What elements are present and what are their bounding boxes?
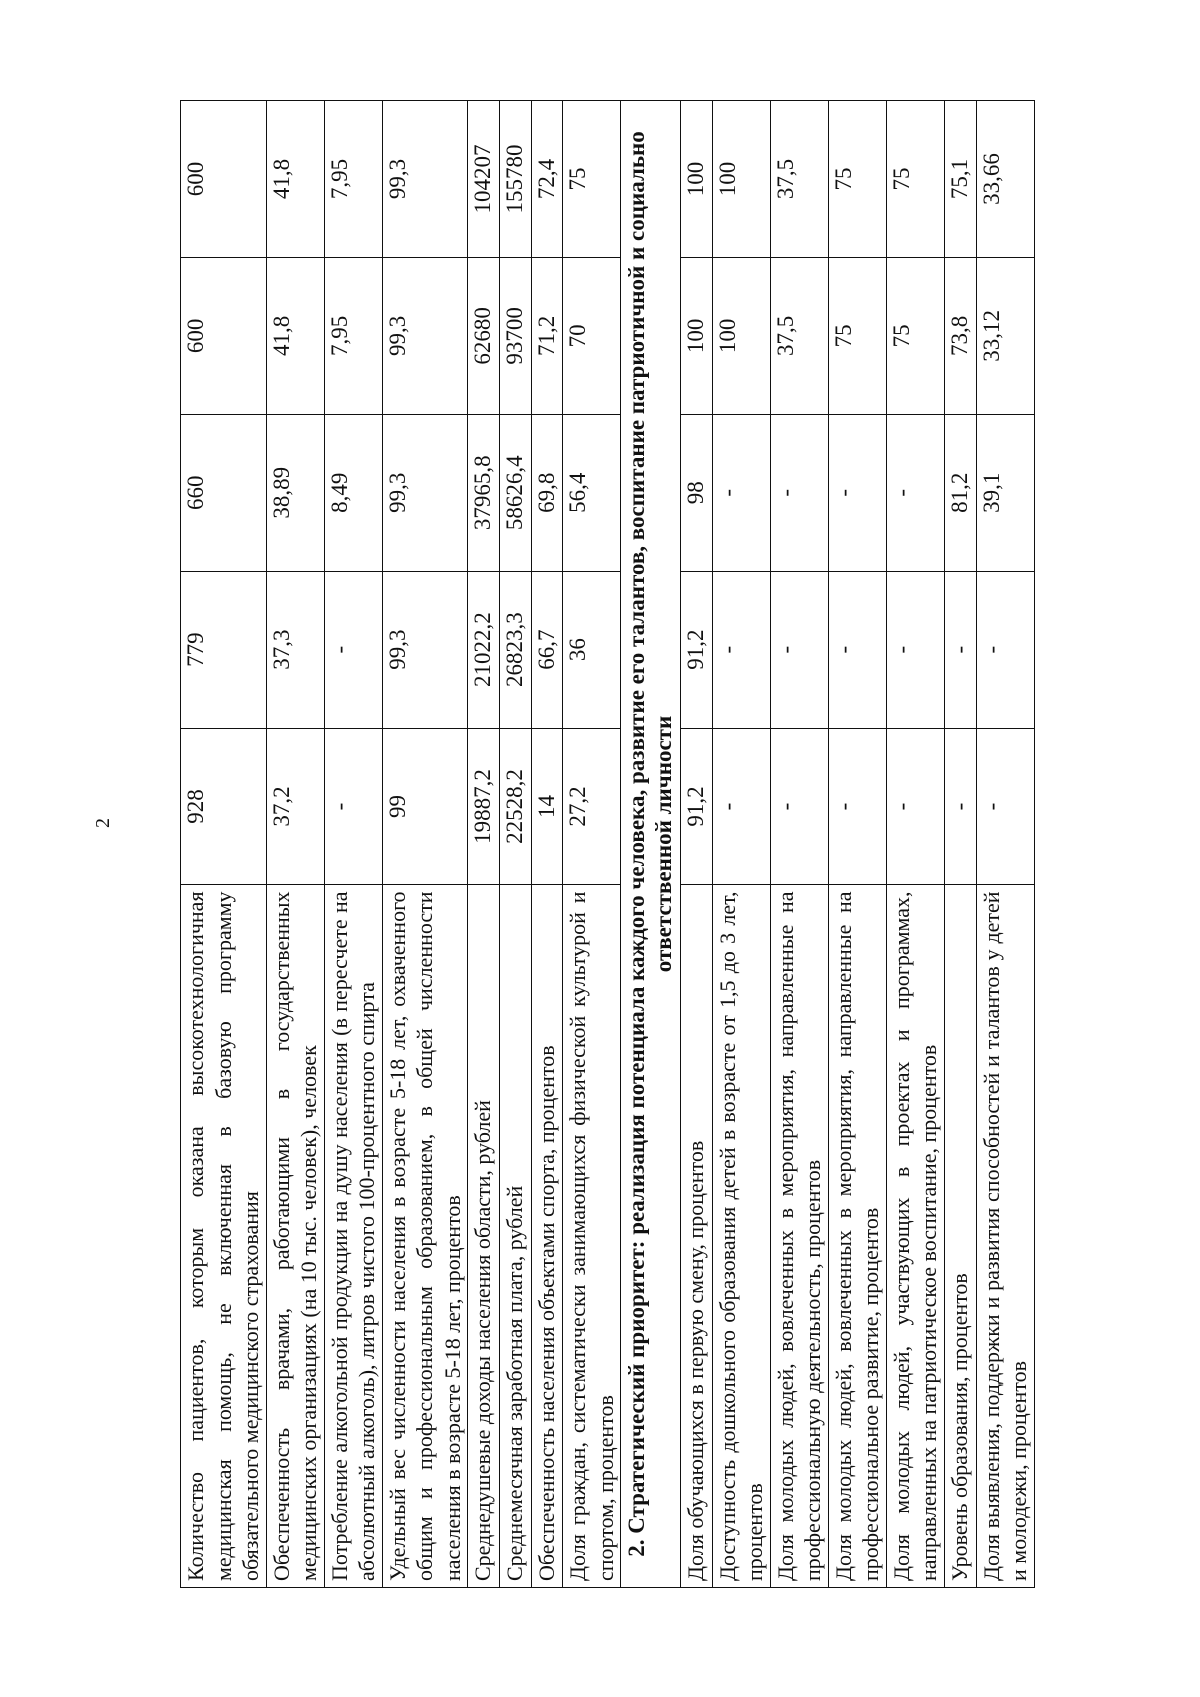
indicator-value: 7,95 (324, 257, 382, 414)
indicator-value: - (886, 728, 944, 885)
indicator-value: 38,89 (266, 414, 324, 571)
indicator-value: 100 (681, 101, 713, 258)
indicator-label: Доля выявления, поддержки и развития способностей и талантов у детей и молодежи, процентов (976, 885, 1034, 1588)
indicator-value: 36 (563, 571, 621, 728)
indicator-value: 81,2 (944, 414, 976, 571)
indicator-value: 928 (181, 728, 267, 885)
indicator-value: 70 (563, 257, 621, 414)
indicator-label: Доля граждан, систематически занимающихся физической культурой и спортом, процентов (563, 885, 621, 1588)
section-title: 2. Стратегический приоритет: реализация потенциала каждого человека, развитие его талантов, воспитание патриотичной и социально ответственной личности (621, 101, 681, 1588)
indicator-value: 27,2 (563, 728, 621, 885)
indicator-value: 37,5 (770, 101, 828, 258)
indicator-value: 600 (181, 257, 267, 414)
table-row (499, 101, 531, 1588)
indicator-value: 58626,4 (499, 414, 531, 571)
indicator-value: 37965,8 (468, 414, 500, 571)
indicator-value: 33,12 (976, 257, 1034, 414)
section-header-row (621, 101, 681, 1588)
indicator-label: Доля молодых людей, участвующих в проектах и программах, направленных на патриотическое воспитание, процентов (886, 885, 944, 1588)
table-row (266, 101, 324, 1588)
indicator-value: 66,7 (531, 571, 563, 728)
indicator-value: 21022,2 (468, 571, 500, 728)
indicator-value: - (944, 571, 976, 728)
table-row (770, 101, 828, 1588)
indicator-value: 72,4 (531, 101, 563, 258)
table-row (468, 101, 500, 1588)
indicator-value: 99,3 (382, 414, 468, 571)
indicator-value: - (712, 728, 770, 885)
indicator-value: - (828, 414, 886, 571)
indicator-value: 660 (181, 414, 267, 571)
indicator-value: 779 (181, 571, 267, 728)
indicator-value: 69,8 (531, 414, 563, 571)
rotated-table-container (180, 100, 1085, 1588)
indicator-value: - (828, 571, 886, 728)
table-body-part-a (181, 101, 621, 1588)
indicator-value: 93700 (499, 257, 531, 414)
table-row (712, 101, 770, 1588)
indicator-value: 75 (828, 101, 886, 258)
indicator-value: - (770, 728, 828, 885)
indicator-value: 99,3 (382, 571, 468, 728)
table-row (324, 101, 382, 1588)
table-row (944, 101, 976, 1588)
indicator-value: 22528,2 (499, 728, 531, 885)
indicator-value: 37,2 (266, 728, 324, 885)
table-row (976, 101, 1034, 1588)
indicator-value: - (712, 571, 770, 728)
indicator-label: Удельный вес численности населения в возрасте 5-18 лет, охваченного общим и профессиональным образованием, в общей численности населения в возрасте 5-18 лет, процентов (382, 885, 468, 1588)
indicator-value: 33,66 (976, 101, 1034, 258)
indicator-value: 56,4 (563, 414, 621, 571)
indicator-label: Доля молодых людей, вовлеченных в мероприятия, направленные на профессиональную деятельность, процентов (770, 885, 828, 1588)
indicator-value: 26823,3 (499, 571, 531, 728)
indicator-value: - (886, 571, 944, 728)
indicator-value: 99,3 (382, 101, 468, 258)
indicator-value: 99,3 (382, 257, 468, 414)
indicator-label: Потребление алкогольной продукции на душу населения (в пересчете на абсолютный алкоголь), литров чистого 100-процентного спирта (324, 885, 382, 1588)
indicator-value: 100 (681, 257, 713, 414)
indicator-value: 98 (681, 414, 713, 571)
indicator-label: Доля молодых людей, вовлеченных в мероприятия, направленные на профессиональное развитие, процентов (828, 885, 886, 1588)
indicator-value: 62680 (468, 257, 500, 414)
indicator-value: - (770, 571, 828, 728)
section-header-body (621, 101, 681, 1588)
indicator-value: - (976, 728, 1034, 885)
table-row (563, 101, 621, 1588)
indicator-value: 75 (828, 257, 886, 414)
indicator-value: 155780 (499, 101, 531, 258)
indicator-label: Доля обучающихся в первую смену, процентов (681, 885, 713, 1588)
indicator-value: - (712, 414, 770, 571)
table-row (681, 101, 713, 1588)
indicator-label: Среднедушевые доходы населения области, рублей (468, 885, 500, 1588)
page-number: 2 (92, 818, 114, 828)
indicator-value: 41,8 (266, 257, 324, 414)
indicator-value: 100 (712, 101, 770, 258)
indicator-value: 39,1 (976, 414, 1034, 571)
indicator-value: 99 (382, 728, 468, 885)
indicator-value: - (976, 571, 1034, 728)
table-row (828, 101, 886, 1588)
indicator-value: - (324, 728, 382, 885)
indicator-value: 73,8 (944, 257, 976, 414)
indicator-value: 19887,2 (468, 728, 500, 885)
indicator-value: 8,49 (324, 414, 382, 571)
indicator-value: - (886, 414, 944, 571)
indicator-value: 75 (886, 257, 944, 414)
indicator-value: 91,2 (681, 728, 713, 885)
indicator-value: 37,5 (770, 257, 828, 414)
indicator-label: Обеспеченность врачами, работающими в государственных медицинских организациях (на 10 тыс. человек), человек (266, 885, 324, 1588)
indicator-value: 37,3 (266, 571, 324, 728)
indicator-value: 75 (886, 101, 944, 258)
indicator-value: 600 (181, 101, 267, 258)
indicator-value: 14 (531, 728, 563, 885)
table-row (886, 101, 944, 1588)
indicator-label: Доступность дошкольного образования детей в возрасте от 1,5 до 3 лет, процентов (712, 885, 770, 1588)
indicator-value: 41,8 (266, 101, 324, 258)
indicator-value: 104207 (468, 101, 500, 258)
indicator-label: Среднемесячная заработная плата, рублей (499, 885, 531, 1588)
indicator-value: - (944, 728, 976, 885)
indicator-value: 75,1 (944, 101, 976, 258)
indicator-value: 100 (712, 257, 770, 414)
table-body-part-b (681, 101, 1035, 1588)
indicator-value: - (828, 728, 886, 885)
table-row (382, 101, 468, 1588)
indicator-value: 75 (563, 101, 621, 258)
indicator-value: 91,2 (681, 571, 713, 728)
indicator-value: - (770, 414, 828, 571)
indicator-value: - (324, 571, 382, 728)
indicator-label: Уровень образования, процентов (944, 885, 976, 1588)
table-row (531, 101, 563, 1588)
indicators-table (180, 100, 1035, 1588)
indicator-label: Количество пациентов, которым оказана высокотехнологичная медицинская помощь, не включенная в базовую программу обязательного медицинского страхования (181, 885, 267, 1588)
indicator-label: Обеспеченность населения объектами спорта, процентов (531, 885, 563, 1588)
table-row (181, 101, 267, 1588)
indicator-value: 71,2 (531, 257, 563, 414)
indicator-value: 7,95 (324, 101, 382, 258)
